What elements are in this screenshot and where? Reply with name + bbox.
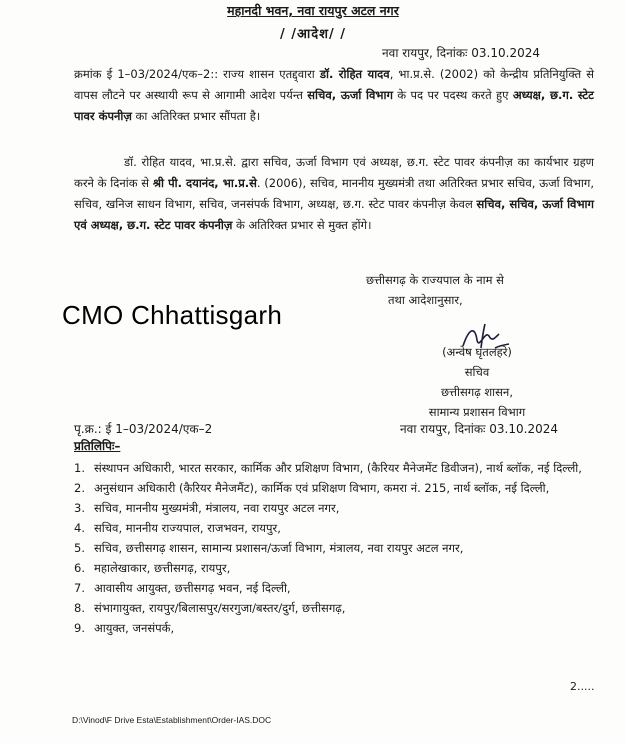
- copies-list: [74, 458, 604, 638]
- order-paragraph-1: [74, 64, 594, 127]
- item-number: 5.: [74, 541, 85, 555]
- list-item: [74, 538, 604, 558]
- item-text: आयुक्त, जनसंपर्क,: [94, 621, 175, 635]
- item-text: संभागायुक्त, रायपुर/बिलासपुर/सरगुजा/बस्तर/दुर्ग, छत्तीसगढ़,: [94, 601, 346, 615]
- relieved-posts: सचिव, सचिव, ऊर्जा विभाग एवं अध्यक्ष, छ.ग. स्टेट पावर कंपनीज़: [74, 197, 594, 232]
- item-text: सचिव, माननीय मुख्यमंत्री, मंत्रालय, नवा रायपुर अटल नगर,: [94, 501, 340, 515]
- signatory-department: सामान्य प्रशासन विभाग: [428, 405, 526, 419]
- signatory-government: छत्तीसगढ़ शासन,: [441, 385, 513, 399]
- para1-text-2: के पद पर पदस्थ करते हुए: [392, 88, 513, 102]
- page-continuation: 2.....: [570, 680, 595, 693]
- file-path-footer: D:\Vinod\F Drive Esta\Establishment\Order-IAS.DOC: [72, 715, 272, 725]
- reference-date: नवा रायपुर, दिनांकः 03.10.2024: [400, 422, 558, 436]
- para1-end: का अतिरिक्त प्रभार सौंपता है।: [131, 109, 261, 123]
- governor-line-1: छत्तीसगढ़ के राज्यपाल के नाम से: [366, 273, 504, 287]
- list-item: [74, 498, 604, 518]
- item-number: 1.: [74, 461, 85, 475]
- item-text: संस्थापन अधिकारी, भारत सरकार, कार्मिक और प्रशिक्षण विभाग, (कैरियर मैनेजमेंट डिवीजन), नार्थ ब्लॉक, नई दिल्ली,: [94, 461, 582, 475]
- para1-text: , भा.प्र.से. (2002) को केन्द्रीय प्रतिनियुक्ति से वापस लौटने पर अस्थायी रूप से आगामी आदेश पर्यन्त: [74, 67, 594, 102]
- post-secretary-energy: सचिव, ऊर्जा विभाग: [307, 88, 393, 102]
- order-paragraph-2: [74, 152, 594, 236]
- item-number: 9.: [74, 621, 85, 635]
- issue-date: नवा रायपुर, दिनांकः 03.10.2024: [382, 46, 540, 60]
- list-item: [74, 518, 604, 538]
- governor-line-2: तथा आदेशानुसार,: [388, 293, 463, 307]
- post-chairman: अध्यक्ष, छ.ग. स्टेट पावर कंपनीज़: [74, 88, 594, 123]
- signatory-block: [412, 342, 542, 422]
- item-text: सचिव, माननीय राज्यपाल, राजभवन, रायपुर,: [94, 521, 281, 535]
- list-item: [74, 578, 604, 598]
- watermark-text: CMO Chhattisgarh: [62, 300, 283, 330]
- signatory-designation: सचिव: [464, 365, 490, 379]
- list-item: [74, 598, 604, 618]
- copies-heading: प्रतिलिपिः–: [74, 439, 121, 453]
- item-text: महालेखाकार, छत्तीसगढ़, रायपुर,: [94, 561, 231, 575]
- office-header: महानदी भवन, नवा रायपुर अटल नगर: [227, 3, 399, 18]
- item-number: 7.: [74, 581, 85, 595]
- item-text: आवासीय आयुक्त, छत्तीसगढ़ भवन, नई दिल्ली,: [94, 581, 291, 595]
- item-number: 4.: [74, 521, 85, 535]
- para2-end: के अतिरिक्त प्रभार से मुक्त होंगे।: [232, 218, 372, 232]
- para2-text: डॉ. रोहित यादव, भा.प्र.से. द्वारा सचिव, ऊर्जा विभाग एवं अध्यक्ष, छ.ग. स्टेट पावर कंपनीज़ का कार्यभार ग्रहण करने के दिनांक से: [74, 155, 594, 190]
- item-number: 3.: [74, 501, 85, 515]
- item-number: 8.: [74, 601, 85, 615]
- order-title: / /आदेश/ /: [279, 27, 347, 42]
- item-text: अनुसंधान अधिकारी (कैरियर मैनेजमैंट), कार्मिक एवं प्रशिक्षण विभाग, कमरा नं. 215, नार्थ ब्लॉक, नई दिल्ली,: [94, 481, 550, 495]
- list-item: [74, 558, 604, 578]
- item-number: 2.: [74, 481, 85, 495]
- officer-name: डॉ. रोहित यादव: [319, 67, 390, 81]
- list-item: [74, 618, 604, 638]
- governor-authority: [366, 270, 504, 310]
- list-item: [74, 458, 604, 478]
- item-text: सचिव, छत्तीसगढ़ शासन, सामान्य प्रशासन/ऊर्जा विभाग, मंत्रालय, नवा रायपुर अटल नगर,: [94, 541, 464, 555]
- relieved-officer-name: श्री पी. दयानंद, भा.प्र.से: [152, 176, 257, 190]
- item-number: 6.: [74, 561, 85, 575]
- order-number-text: क्रमांक ई 1–03/2024/एक–2:: राज्य शासन एतद्द्वारा: [74, 67, 320, 81]
- reference-number: पृ.क्र.: ई 1–03/2024/एक–2: [74, 422, 213, 436]
- signatory-name: (अन्वेष घृतलहरे): [442, 345, 512, 359]
- list-item: [74, 478, 604, 498]
- para2-text-2: . (2006), सचिव, माननीय मुख्यमंत्री तथा अतिरिक्त प्रभार सचिव, ऊर्जा विभाग, सचिव, खनिज साधन विभाग, सचिव, जनसंपर्क विभाग, अध्यक्ष, छ.ग. स्टेट पावर कंपनीज़ केवल: [74, 176, 594, 211]
